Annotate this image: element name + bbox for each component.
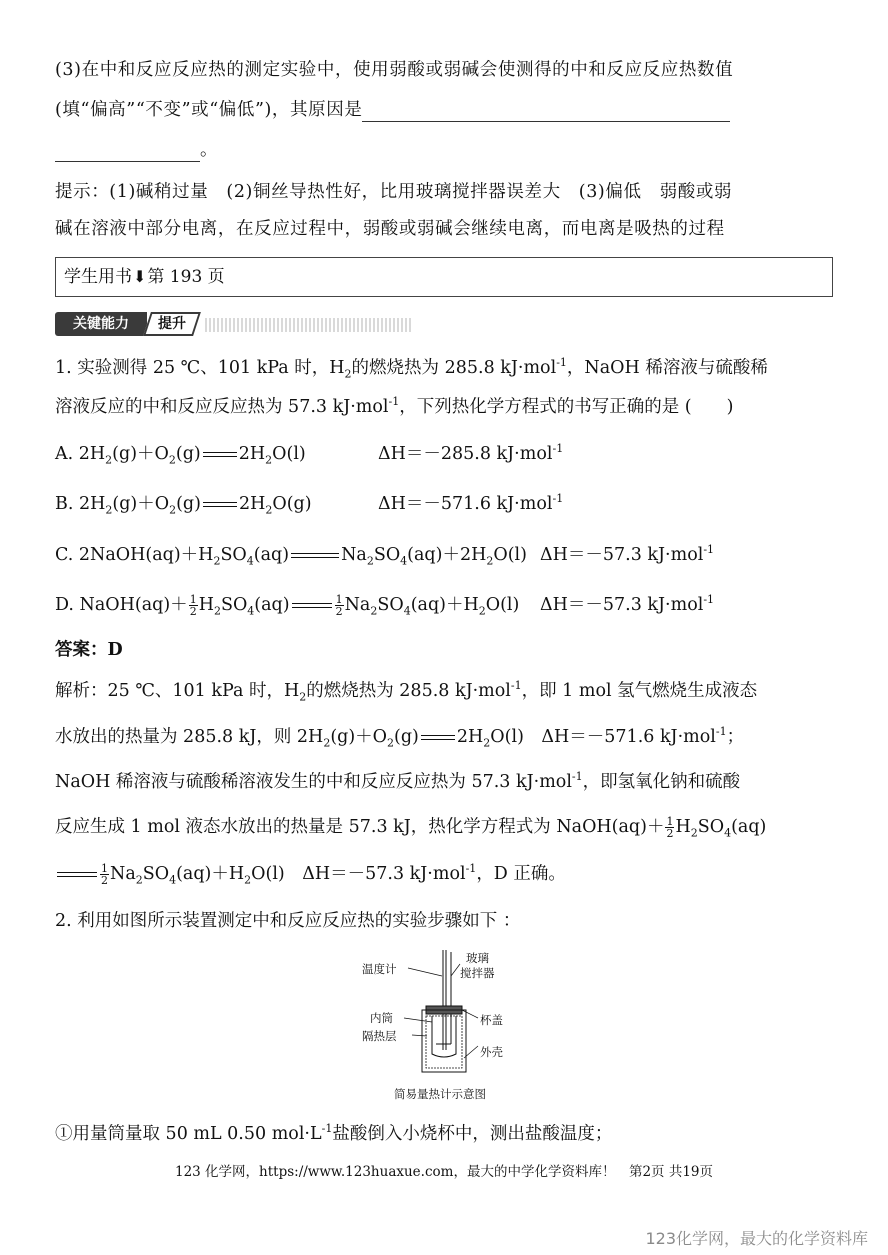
an-3sup: -1: [571, 770, 583, 784]
equal-sign-icon: [203, 500, 237, 510]
an-1a: 解析：25 ℃、101 kPa 时，H: [55, 681, 300, 701]
option-c[interactable]: [55, 543, 527, 567]
opt-b-sup: -1: [552, 492, 564, 506]
opt-c-s3: 2: [366, 554, 374, 568]
fraction-half-4: [100, 863, 109, 886]
equal-sign-icon: [57, 870, 97, 880]
hint-text-2: 碱在溶液中部分电离，在反应过程中，弱酸或弱碱会继续电离，而电离是吸热的过程: [55, 219, 725, 239]
an-4b: H: [675, 817, 691, 837]
frac-den: 2: [189, 605, 197, 618]
equal-sign-icon: [421, 733, 455, 743]
opt-c-7: O(l): [493, 545, 527, 565]
q1-line-2: [55, 395, 733, 419]
section-badge-decoration: [205, 318, 413, 332]
equal-sign-icon: [291, 551, 339, 561]
section-badge-light-text: 提升: [158, 316, 186, 332]
opt-c-1: C. 2NaOH(aq)＋H: [55, 545, 214, 565]
frac-den-2: 2: [335, 605, 343, 618]
an-2c: (g): [394, 727, 419, 747]
fraction-half-2: [335, 594, 344, 617]
answer-line: [55, 638, 123, 662]
opt-d-s4: 4: [403, 604, 411, 618]
q1-line-1: [55, 356, 768, 380]
an-4d: (aq): [731, 817, 767, 837]
answer-label: 答案：: [55, 640, 108, 660]
opt-c-2: SO: [220, 545, 247, 565]
q1-text-e: ，下列热化学方程式的书写正确的是 ( ): [399, 397, 734, 417]
opt-d-7: (aq)＋H: [410, 595, 479, 615]
an-5c: (aq)＋H: [176, 864, 245, 884]
frac-num-3: 1: [666, 815, 674, 828]
frac-num: 1: [189, 593, 197, 606]
q1-text-d: 溶液反应的中和反应反应热为 57.3 kJ·mol: [55, 397, 389, 417]
q2-step-1: [55, 1122, 612, 1146]
opt-a-s2: 2: [168, 453, 176, 467]
opt-a-s1: 2: [105, 453, 113, 467]
option-c-dh: [540, 543, 714, 567]
label-stirrer-1: 玻璃: [466, 951, 489, 965]
watermark: 123化学网，最大的化学资料库: [645, 1229, 868, 1248]
opt-a-4: 2H: [238, 444, 266, 464]
part3-line-1: [55, 58, 733, 82]
opt-a-3: (g): [175, 444, 201, 464]
opt-c-dh-text: ΔH＝－57.3 kJ·mol: [540, 545, 704, 565]
frac-num-2: 1: [335, 593, 343, 606]
opt-b-4: 2H: [238, 494, 266, 514]
opt-a-5: O(l): [272, 444, 306, 464]
answer-blank-1[interactable]: [362, 103, 730, 122]
hint-line-2: [55, 217, 725, 241]
opt-d-s5: 2: [478, 604, 486, 618]
opt-a-2: (g)＋O: [112, 444, 169, 464]
an-2f: ；: [726, 727, 745, 747]
an-1b: 的燃烧热为 285.8 kJ·mol: [306, 681, 511, 701]
opt-c-6: (aq)＋2H: [407, 545, 487, 565]
fraction-half: [189, 594, 198, 617]
opt-b-3: (g): [176, 494, 201, 514]
analysis-line-5: [55, 862, 566, 886]
label-thermometer: 温度计: [362, 962, 397, 976]
equal-sign-icon: [292, 601, 332, 611]
an-5e: ，D 正确。: [476, 864, 566, 884]
analysis-line-2: [55, 725, 744, 749]
option-b[interactable]: [55, 492, 312, 516]
opt-b-dh-text: ΔH＝－571.6 kJ·mol: [378, 494, 553, 514]
an-2a: 水放出的热量为 285.8 kJ，则 2H: [55, 727, 324, 747]
opt-b-s1: 2: [105, 503, 113, 517]
an-2s3: 2: [483, 736, 491, 750]
opt-c-5: SO: [373, 545, 401, 565]
an-2b: (g)＋O: [330, 727, 388, 747]
q1-sup-2: -1: [388, 395, 400, 409]
label-lid: 杯盖: [480, 1013, 503, 1027]
an-2s2: 2: [387, 736, 395, 750]
an-2d: 2H: [456, 727, 484, 747]
an-1sup: -1: [510, 679, 522, 693]
label-insulation: 隔热层: [362, 1029, 397, 1043]
opt-a-dh-text: ΔH＝－285.8 kJ·mol: [378, 444, 553, 464]
opt-a-1: A. 2H: [55, 444, 106, 464]
opt-c-s1: 2: [213, 554, 221, 568]
q2-text: 2. 利用如图所示装置测定中和反应反应热的实验步骤如下 ：: [55, 911, 521, 931]
an-5a: Na: [110, 864, 136, 884]
opt-c-s4: 4: [400, 554, 408, 568]
opt-d-6: SO: [377, 595, 404, 615]
analysis-line-3: [55, 770, 740, 794]
hint-line-1: [55, 180, 732, 204]
analysis-line-1: [55, 679, 757, 703]
opt-d-4: (aq): [254, 595, 290, 615]
opt-b-1: B. 2H: [55, 494, 106, 514]
opt-c-s2: 4: [246, 554, 254, 568]
part3-text-1: (3)在中和反应反应热的测定实验中，使用弱酸或弱碱会使测得的中和反应反应热数值: [55, 60, 734, 80]
opt-d-2: H: [198, 595, 214, 615]
an-2s1: 2: [323, 736, 331, 750]
an-2sup: -1: [715, 725, 727, 739]
q1-sub: 2: [344, 367, 352, 381]
opt-d-3: SO: [220, 595, 248, 615]
period-mark: 。: [200, 140, 218, 160]
opt-c-4: Na: [341, 545, 367, 565]
frac-num-4: 1: [101, 862, 108, 875]
equal-sign-icon: [203, 450, 237, 460]
page-footer: 123 化学网，https://www.123huaxue.com，最大的中学化学资料库！ 第2页 共19页: [174, 1164, 713, 1180]
figure-caption: 简易量热计示意图: [394, 1087, 486, 1101]
opt-b-5: O(g): [272, 494, 312, 514]
part3-line-3: [55, 138, 218, 162]
an-4s2: 4: [724, 826, 732, 840]
opt-d-1: D. NaOH(aq)＋: [55, 595, 188, 615]
option-d-dh: [540, 593, 714, 617]
textbook-reference-box: [55, 257, 833, 297]
opt-c-3: (aq): [253, 545, 290, 565]
an-3a: NaOH 稀溶液与硫酸稀溶液发生的中和反应反应热为 57.3 kJ·mol: [55, 772, 572, 792]
opt-d-dh-text: ΔH＝－57.3 kJ·mol: [540, 595, 704, 615]
option-a[interactable]: [55, 442, 306, 466]
analysis-line-4: [55, 815, 766, 839]
q1-text-c: ，NaOH 稀溶液与硫酸稀: [566, 358, 768, 378]
arrow-down-icon: ⬇: [133, 267, 147, 286]
option-d[interactable]: [55, 593, 519, 617]
q1-text-a: 1. 实验测得 25 ℃、101 kPa 时，H: [55, 358, 345, 378]
ref-page: 第 193 页: [147, 267, 225, 287]
an-1s: 2: [299, 690, 307, 704]
calorimeter-figure: [360, 946, 525, 1106]
opt-b-2: (g)＋O: [112, 494, 170, 514]
q1-sup: -1: [556, 356, 567, 370]
an-4c: SO: [697, 817, 725, 837]
frac-den-4: 2: [101, 874, 108, 887]
an-1c: ，即 1 mol 氢气燃烧生成液态: [521, 681, 758, 701]
an-4a: 反应生成 1 mol 液态水放出的热量是 57.3 kJ，热化学方程式为 NaOH(aq)＋: [55, 817, 665, 837]
option-a-dh: [378, 442, 563, 466]
opt-c-sup: -1: [703, 543, 715, 557]
opt-d-s3: 2: [370, 604, 378, 618]
section-badge-light: [143, 312, 201, 336]
opt-d-s2: 4: [247, 604, 255, 618]
an-5s3: 2: [244, 873, 252, 887]
step1-sup: -1: [321, 1122, 333, 1136]
step1-b: 盐酸倒入小烧杯中，测出盐酸温度；: [332, 1124, 613, 1144]
opt-a-sup: -1: [552, 442, 564, 456]
an-5sup: -1: [465, 862, 477, 876]
answer-blank-2[interactable]: [55, 143, 200, 162]
opt-d-5: Na: [344, 595, 371, 615]
an-5b: SO: [142, 864, 170, 884]
label-shell: 外壳: [480, 1045, 503, 1059]
opt-d-8: O(l): [485, 595, 520, 615]
opt-a-s3: 2: [265, 453, 273, 467]
fraction-half-3: [665, 816, 674, 839]
q2-line-1: [55, 909, 520, 933]
section-badge-dark: 关键能力: [55, 312, 147, 336]
frac-den-3: 2: [666, 827, 674, 840]
an-5d: O(l) ΔH＝－57.3 kJ·mol: [251, 864, 466, 884]
label-stirrer-2: 搅拌器: [460, 966, 495, 980]
option-b-dh: [378, 492, 563, 516]
an-5s2: 4: [169, 873, 177, 887]
opt-b-s3: 2: [265, 503, 273, 517]
step1-a: ①用量筒量取 50 mL 0.50 mol·L: [55, 1124, 322, 1144]
an-3b: ，即氢氧化钠和硫酸: [582, 772, 741, 792]
part3-text-2: (填“偏高”“不变”或“偏低”)，其原因是: [55, 100, 363, 120]
opt-d-sup: -1: [703, 593, 715, 607]
an-4s1: 2: [690, 826, 698, 840]
ref-prefix: 学生用书: [64, 267, 132, 287]
part3-line-2: [55, 98, 730, 122]
answer-value: D: [107, 640, 123, 660]
opt-b-s2: 2: [169, 503, 177, 517]
q1-text-b: 的燃烧热为 285.8 kJ·mol: [351, 358, 557, 378]
an-2e: O(l) ΔH＝－571.6 kJ·mol: [490, 727, 716, 747]
label-inner-cup: 内筒: [370, 1011, 393, 1025]
opt-c-s5: 2: [486, 554, 494, 568]
opt-d-s1: 2: [213, 604, 221, 618]
an-5s1: 2: [135, 873, 143, 887]
hint-text-1: 提示：(1)碱稍过量 (2)铜丝导热性好，比用玻璃搅拌器误差大 (3)偏低 弱酸或弱: [55, 182, 733, 202]
